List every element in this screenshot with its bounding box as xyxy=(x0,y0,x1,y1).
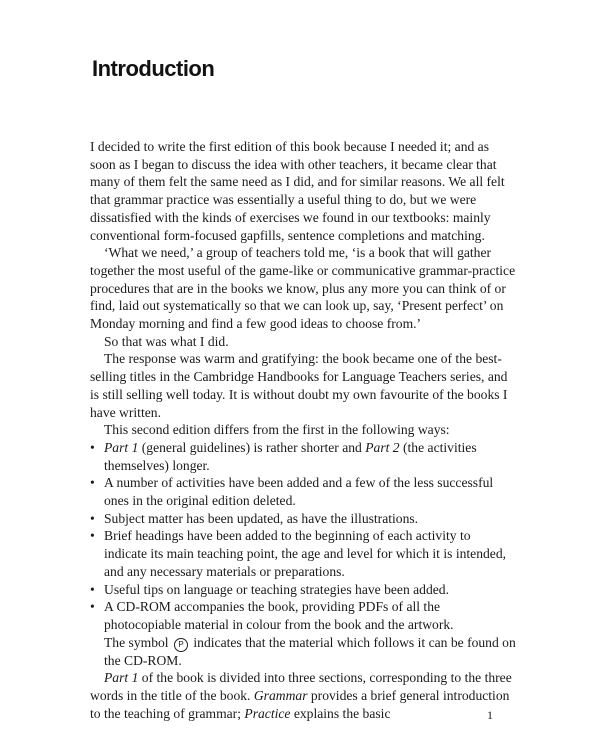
paragraph-4: The response was warm and gratifying: the book became one of the best-selling titles in the Cambridge Handbooks for Language Teachers series, and is still selling well today. It is without doubt my own favourite of the books I have written. xyxy=(90,351,508,420)
list-item-text: Useful tips on language or teaching strategies have been added. xyxy=(104,581,450,597)
bullet-marker: • xyxy=(90,475,95,491)
paragraph-2: ‘What we need,’ a group of teachers told me, ‘is a book that will gather together the most useful of the game-like or communicative grammar-practice procedures that are in the books we know, plus any more you can think of or find, laid out systematically so that we can look up, say, ‘Present perfect’ on Monday morning and find a few good ideas to choose from.’ xyxy=(90,245,516,332)
list-item-text: Subject matter has been updated, as have the illustrations. xyxy=(104,510,419,526)
bullet-marker: • xyxy=(90,581,95,597)
body-text xyxy=(90,138,516,723)
part-1-ref: Part 1 xyxy=(104,439,139,455)
list-item xyxy=(90,527,516,580)
cd-rom-icon: P xyxy=(174,638,188,652)
bullet-marker: • xyxy=(90,599,95,615)
list-item-text: (the activities themselves) longer. xyxy=(104,439,477,473)
paragraph-6: Part 1 of the book is divided into three sections, corresponding to the three words in the title of the book. Grammar provides a brief general introduction to the teaching of grammar; Practice explains the basic xyxy=(90,670,512,721)
part-2-ref: Part 2 xyxy=(365,439,400,455)
paragraph-5: This second edition differs from the first in the following ways: xyxy=(104,422,450,438)
list-item-text: A CD-ROM accompanies the book, providing PDFs of all the photocopiable material in colour from the book and the artwork. xyxy=(104,599,454,632)
list-item xyxy=(90,581,516,599)
changes-list xyxy=(90,439,516,669)
list-item xyxy=(90,474,516,509)
page-title: Introduction xyxy=(92,56,215,81)
cd-rom-note: The symbol P indicates that the material which follows it can be found on the CD-ROM. xyxy=(104,634,516,668)
bullet-marker: • xyxy=(90,528,95,544)
list-item-text: (general guidelines) is rather shorter and xyxy=(138,439,366,455)
paragraph-1: I decided to write the first edition of this book because I needed it; and as soon as I began to discuss the idea with other teachers, it became clear that many of them felt the same need as I did, and for similar reasons. We all felt that grammar practice was essentially a useful thing to do, but we were dissatisfied with the kinds of exercises we found in our textbooks: mainly conventional form-focused gapfills, sentence completions and matching. xyxy=(90,139,505,243)
page-number: 1 xyxy=(487,708,493,722)
list-item xyxy=(90,439,516,474)
bullet-marker: • xyxy=(90,510,95,526)
paragraph-3: So that was what I did. xyxy=(104,333,229,349)
list-item-text: A number of activities have been added and a few of the less successful ones in the original edition deleted. xyxy=(104,475,494,509)
list-item-text: Brief headings have been added to the beginning of each activity to indicate its main teaching point, the age and level for which it is intended, and any necessary materials or preparations. xyxy=(104,528,507,579)
bullet-marker: • xyxy=(90,439,95,455)
list-item xyxy=(90,510,516,528)
list-item xyxy=(90,598,516,669)
